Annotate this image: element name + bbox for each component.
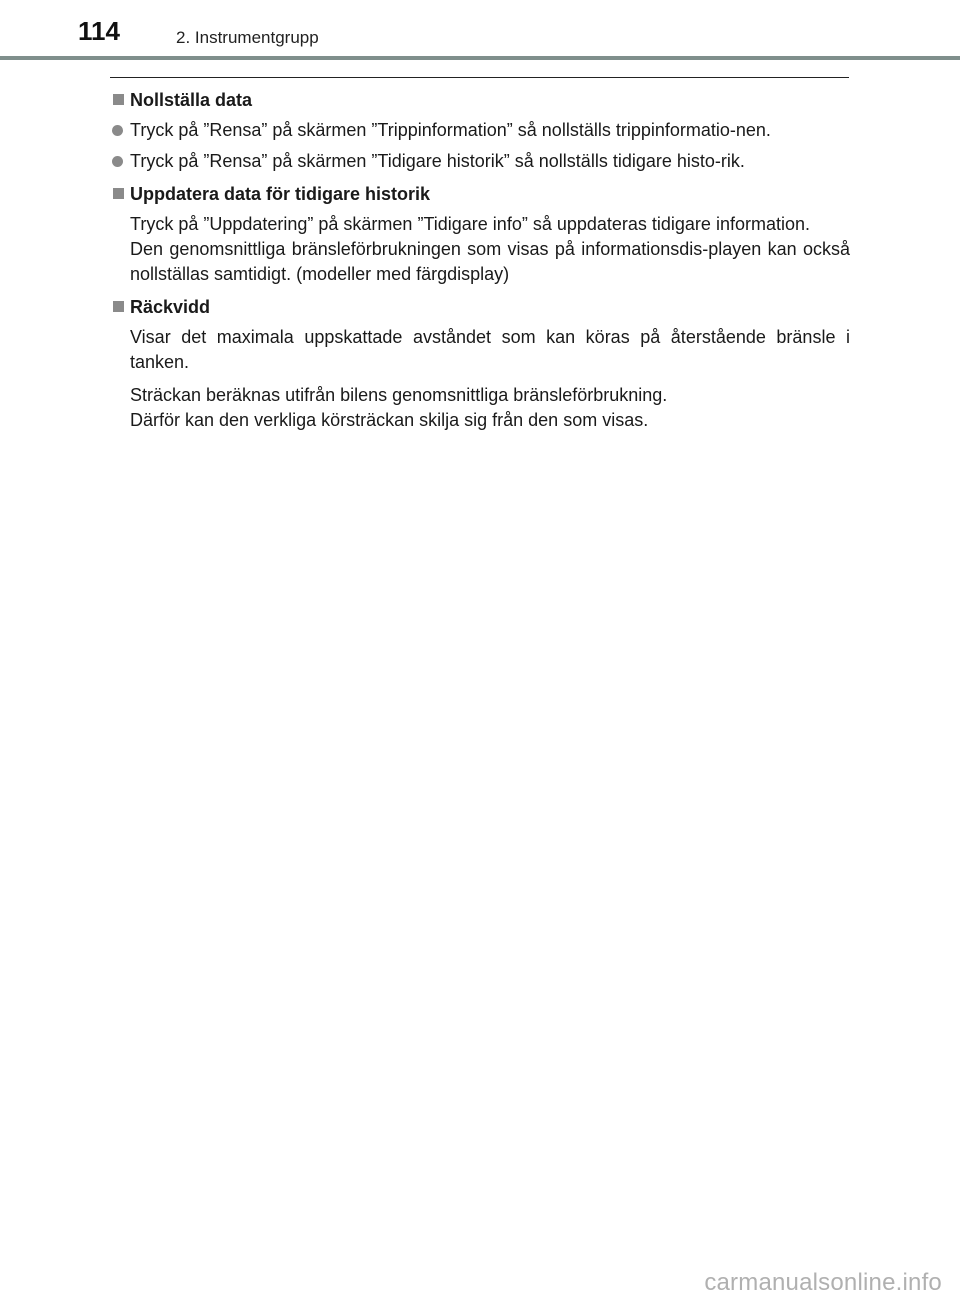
square-bullet-icon [113,188,124,199]
circle-bullet-icon [112,156,123,167]
section-heading-reset [110,88,850,112]
range-paragraph: Visar det maximala uppskattade avståndet som kan köras på återstående bränsle i tanken. [130,327,850,372]
list-item [110,118,850,143]
page-header [0,0,960,62]
range-note [110,383,850,433]
heading-text: Nollställa data [130,90,253,110]
heading-text: Räckvidd [130,297,211,317]
watermark-text: carmanualsonline.info [704,1269,942,1296]
header-divider [0,56,960,60]
paragraph-line: Därför kan den verkliga körsträckan skilja sig från den som visas. [130,410,649,430]
section-divider [110,77,849,78]
page-number: 114 [78,16,120,46]
section-heading-update [110,182,850,206]
circle-bullet-icon [112,125,123,136]
list-item-text: Tryck på ”Rensa” på skärmen ”Trippinformation” så nollställs trippinformatio-nen. [130,120,771,140]
heading-text: Uppdatera data för tidigare historik [130,184,431,204]
update-paragraph [110,212,850,287]
page-content [110,88,850,433]
list-item-text: Tryck på ”Rensa” på skärmen ”Tidigare historik” så nollställs tidigare histo-rik. [130,151,745,171]
chapter-title: 2. Instrumentgrupp [176,28,319,47]
list-item [110,149,850,174]
paragraph-line: Tryck på ”Uppdatering” på skärmen ”Tidigare info” så uppdateras tidigare information. [130,214,810,234]
paragraph-line: Sträckan beräknas utifrån bilens genomsnittliga bränsleförbrukning. [130,385,668,405]
square-bullet-icon [113,94,124,105]
paragraph-line: Den genomsnittliga bränsleförbrukningen som visas på informationsdis-playen kan också nollställas samtidigt. (modeller med färgdisplay) [130,239,850,284]
square-bullet-icon [113,301,124,312]
section-heading-range [110,295,850,319]
